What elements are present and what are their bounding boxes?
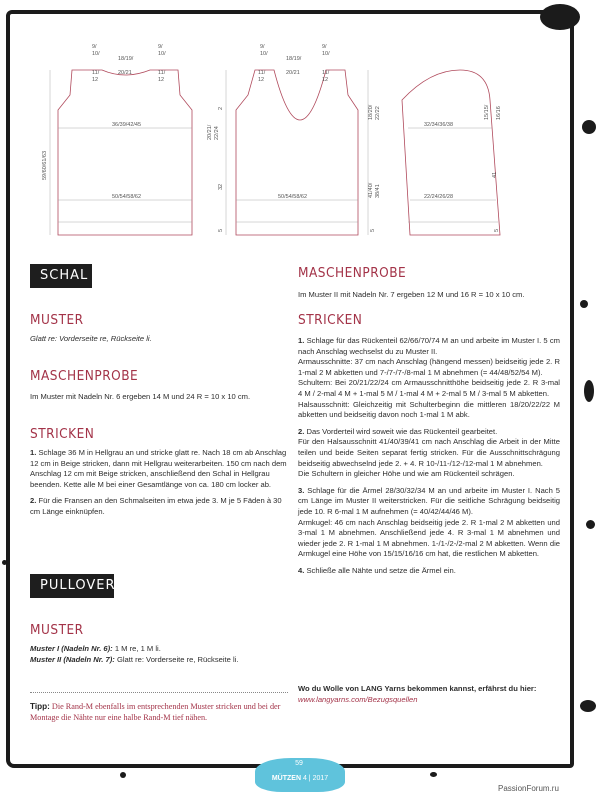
step-text: Schlage 36 M in Hellgrau an und stricke glatt re. Nach 18 cm ab Anschlag 12 cm in Beige stricken, dann mit Hellgrau weiterarbeiten. 150 cm nach dem Anschlag 12 cm mit Beige stricken, anschließend den Schal in Hellgrau beenden. Kette alle M bei einer Gesamtlänge von ca. 180 cm locker ab.	[30, 448, 287, 489]
tip-divider	[30, 692, 288, 693]
front-top-label: 10/	[322, 51, 330, 57]
front-top-label: 12	[258, 77, 265, 83]
back-top-label: 11/	[158, 70, 166, 76]
front-top-label: 9/	[260, 44, 265, 50]
back-height-label: 59/60/61/63	[42, 150, 48, 180]
schultern-text: Schultern: Bei 20/21/22/24 cm Armausschnitthöhe beidseitig jede 2. R 3-mal 4 M / 2-mal 4 M + 1-mal 5 M / 1-mal 4 M + 2-mal 5 M / 3-mal 5 M abketten.	[298, 378, 560, 398]
source-link[interactable]: www.langyarns.com/Bezugsquellen	[298, 694, 418, 704]
step-number: 4.	[298, 565, 305, 575]
step-text: Schlage für die Ärmel 28/30/32/34 M an und arbeite im Muster I. Nach 5 cm Länge im Muster II weiterstricken. Für die seitliche Schrägung beidseitig jede 10. R 6-mal 1 M aufnehmen (= 40/42/44/46 M).	[298, 485, 560, 516]
page-number: 59	[295, 760, 303, 767]
front-right-label: 38/41	[375, 184, 381, 198]
step-number: 1.	[298, 336, 305, 345]
ink-splatter	[540, 4, 580, 30]
back-top-label: 11/	[92, 70, 100, 76]
muster-text: Glatt re: Vorderseite re, Rückseite li.	[30, 334, 152, 343]
back-piece	[42, 44, 192, 235]
sleeve-piece	[402, 70, 502, 235]
ink-splatter	[2, 560, 7, 565]
back-top-label: 10/	[158, 51, 166, 57]
front-top-label: 11/	[258, 70, 266, 76]
back-top-label: 9/	[92, 44, 97, 50]
pattern-diagram	[30, 40, 535, 250]
muster-ii	[30, 655, 288, 666]
ink-splatter	[120, 772, 126, 778]
sleeve-right-label: 5	[494, 228, 500, 232]
back-top-label: 9/	[158, 44, 163, 50]
pullover-maschenprobe-heading: MASCHENPROBE	[298, 265, 407, 281]
pattern-diagram-svg	[30, 40, 535, 250]
front-right-label: 41/40/	[368, 182, 374, 198]
ink-splatter	[580, 700, 596, 712]
schal-step-2	[30, 496, 288, 517]
halsausschnitt-text: Halsausschnitt: Gleichzeitig mit Schulterbeginn die mittleren 18/20/22/22 M abketten und beidseitig davon noch 1-mal 1 M abk.	[298, 399, 560, 420]
schal-step-1	[30, 448, 288, 490]
maschenprobe-heading: MASCHENPROBE	[30, 368, 139, 384]
ink-splatter	[430, 772, 437, 777]
back-top-label: 10/	[92, 51, 100, 57]
step-text: Schlage für das Rückenteil 62/66/70/74 M an und arbeite im Muster I. 5 cm nach Anschlag wechselst du zu Muster II.	[298, 336, 560, 356]
sleeve-right-label: 15/15/	[484, 104, 490, 120]
sleeve-top-label: 32/34/36/38	[424, 122, 454, 128]
ink-splatter	[582, 120, 596, 134]
front-top-label: 10/	[260, 51, 268, 57]
front-top-label: 11/	[322, 70, 330, 76]
ink-splatter	[580, 300, 588, 308]
pullover-step-1	[298, 336, 560, 357]
muster-ii-text: Glatt re: Vorderseite re, Rückseite li.	[116, 654, 239, 664]
back-top-label: 20/21	[118, 70, 132, 76]
armkugel-text: Armkugel: 46 cm nach Anschlag beidseitig jede 2. R 1-mal 2 M abketten und 3-mal 1 M abnehmen. Anschließend jede 4. R 3-mal 1 M abnehmen und wieder jede 2. R 1-mal 1 M abnehmen. 1-/1-/2-/2-mal 2 M abketten. Wenn die Armkugel eine Höhe von 15/15/16/16 cm hat, die restlichen M abketten.	[298, 517, 560, 559]
step-text: Das Vorderteil wird soweit wie das Rückenteil gearbeitet.	[306, 426, 498, 436]
muster-ii-label: Muster II (Nadeln Nr. 7):	[30, 654, 115, 664]
front-right-label: 5	[370, 228, 376, 232]
front-side-label: 22/24	[214, 126, 220, 140]
step-number: 1.	[30, 448, 37, 457]
magazine-title	[258, 775, 342, 782]
sleeve-bottom-label: 22/24/26/28	[424, 194, 454, 200]
maschenprobe-text: Im Muster mit Nadeln Nr. 6 ergeben 14 M und 24 R = 10 x 10 cm.	[30, 392, 251, 401]
pullover-instructions	[298, 336, 560, 576]
front-right-label: 18/20/	[368, 104, 374, 120]
step-text: Schließe alle Nähte und setze die Ärmel ein.	[306, 565, 456, 575]
front-width-label: 50/54/58/62	[278, 194, 308, 200]
pullover-banner: PULLOVER	[30, 574, 114, 598]
step-number: 3.	[298, 485, 305, 495]
front-top-label: 18/19/	[286, 56, 302, 62]
armausschnitte-text: Armausschnitte: 37 cm nach Anschlag (hängend messen) beidseitig jede 2. R 1-mal 2 M abketten und 7-/7-/7-/8-mal 1 M abnehmen (= 44/48/52/54 M).	[298, 357, 560, 377]
ink-splatter	[584, 380, 594, 402]
back-top-label: 12	[158, 77, 165, 83]
front-side-label: 5	[218, 228, 224, 232]
step-number: 2.	[30, 496, 37, 506]
muster-i	[30, 644, 288, 655]
front-top-label: 20/21	[286, 70, 300, 76]
watermark: PassionForum.ru	[498, 784, 559, 793]
schal-banner: SCHAL	[30, 264, 92, 288]
front-side-label: 20/21/	[207, 124, 213, 140]
pullover-step-3	[298, 486, 560, 518]
muster-2-heading: MUSTER	[30, 622, 84, 638]
vorderteil-text: Für den Halsausschnitt 41/40/39/41 cm nach Anschlag die Arbeit in der Mitte teilen und beide Seiten separat fertig stricken. Für die Ausschnittschrägung beidseitig abwechselnd jede 2. + 4. R 10-/11-/12-/12-mal 1 M abnehmen.	[298, 437, 560, 468]
ink-splatter	[586, 520, 595, 529]
pullover-stricken-heading: STRICKEN	[298, 312, 363, 328]
muster-i-text: 1 M re, 1 M li.	[114, 644, 161, 653]
sleeve-right-label: 16/16	[496, 106, 502, 120]
pullover-step-2	[298, 427, 560, 438]
sleeve-right-label: 41	[492, 171, 498, 178]
source-info	[298, 684, 562, 705]
step-number: 2.	[298, 426, 305, 436]
source-text: Wo du Wolle von LANG Yarns bekommen kannst, erfährst du hier:	[298, 684, 537, 693]
tip-text: Die Rand-M ebenfalls im entsprechenden Muster stricken und bei der Montage die Nähte nur eine halbe Rand-M tief nähen.	[30, 702, 281, 722]
front-top-label: 12	[322, 77, 329, 83]
muster-heading: MUSTER	[30, 312, 84, 328]
back-width-label: 50/54/58/62	[112, 194, 142, 200]
magazine-issue: 4 | 2017	[302, 775, 329, 782]
front-piece	[207, 44, 381, 235]
pullover-maschenprobe-text: Im Muster II mit Nadeln Nr. 7 ergeben 12 M und 16 R = 10 x 10 cm.	[298, 290, 525, 299]
back-chest-label: 36/39/42/45	[112, 122, 142, 128]
pullover-step-4	[298, 566, 560, 577]
stricken-heading: STRICKEN	[30, 426, 95, 442]
magazine-name: MÜTZEN	[271, 775, 302, 782]
front-side-label: 32	[218, 183, 224, 190]
step-text: Für die Fransen an den Schmalseiten im etwa jede 3. M je 5 Fäden à 30 cm Länge einknüpfen.	[30, 496, 282, 516]
front-right-label: 22/22	[375, 106, 381, 120]
back-top-label: 18/19/	[118, 56, 134, 62]
tip-label: Tipp:	[30, 702, 50, 711]
back-top-label: 12	[92, 77, 99, 83]
front-top-label: 9/	[322, 44, 327, 50]
schal-instructions	[30, 448, 288, 518]
schultern-schraegen-text: Die Schultern in gleicher Höhe und wie am Rückenteil schrägen.	[298, 469, 515, 479]
muster-i-label: Muster I (Nadeln Nr. 6):	[30, 644, 113, 653]
front-side-label: 2	[218, 106, 224, 110]
pullover-muster	[30, 644, 288, 665]
tip-box	[30, 702, 290, 724]
